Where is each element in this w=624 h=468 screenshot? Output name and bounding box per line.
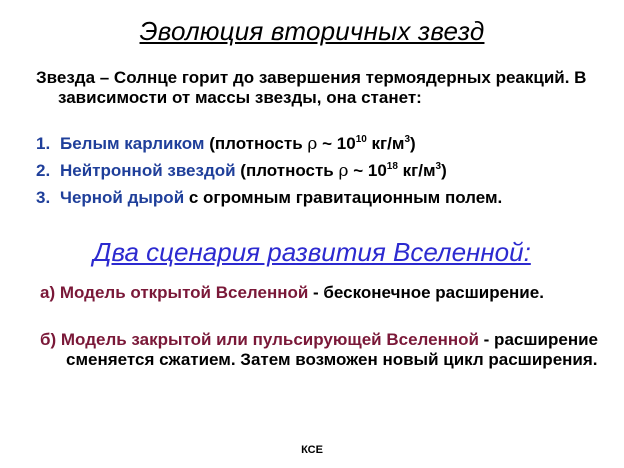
list-number: 3. [36,188,51,207]
density-unit: кг/м [366,134,405,153]
density-value: ~ 10 [348,161,387,180]
section-subtitle: Два сценария развития Вселенной: [93,237,531,267]
scenario-open [40,283,624,303]
density-exponent: 18 [386,161,398,172]
list-desc-end: ) [410,134,416,153]
list-item [36,132,616,159]
scenario-text: - бесконечное расширение. [308,283,544,302]
intro-paragraph: Звезда – Солнце горит до завершения термоядерных реакций. В зависимости от массы звезды, она станет: [36,68,587,107]
scenario-label: б) Модель закрытой или пульсирующей Вселенной [40,330,479,349]
list-desc-end: ) [441,161,447,180]
footer-label: КСЕ [301,444,323,456]
density-value: ~ 10 [317,134,356,153]
list-number: 2. [36,161,51,180]
slide-title: Эволюция вторичных звезд [139,16,485,46]
list-desc: с огромным гравитационным полем. [184,188,503,207]
rho-symbol: ρ [307,134,318,154]
scenario-label: а) Модель открытой Вселенной [40,283,309,302]
density-exponent: 10 [355,134,367,145]
list-item [36,186,616,213]
list-desc: (плотность [204,134,308,153]
scenario-closed [40,330,624,370]
list-number: 1. [36,134,51,153]
list-term: Черной дырой [60,188,185,207]
list-term: Нейтронной звездой [60,161,236,180]
unit-exponent: 3 [435,161,442,172]
list-desc: (плотность [235,161,339,180]
list-item [36,159,616,186]
outcome-list [36,132,616,213]
scenario-text: - расширение сменяется сжатием. Затем возможен новый цикл расширения. [66,330,598,369]
density-unit: кг/м [397,161,436,180]
list-term: Белым карликом [60,134,205,153]
unit-exponent: 3 [404,134,410,145]
rho-symbol: ρ [338,161,349,181]
